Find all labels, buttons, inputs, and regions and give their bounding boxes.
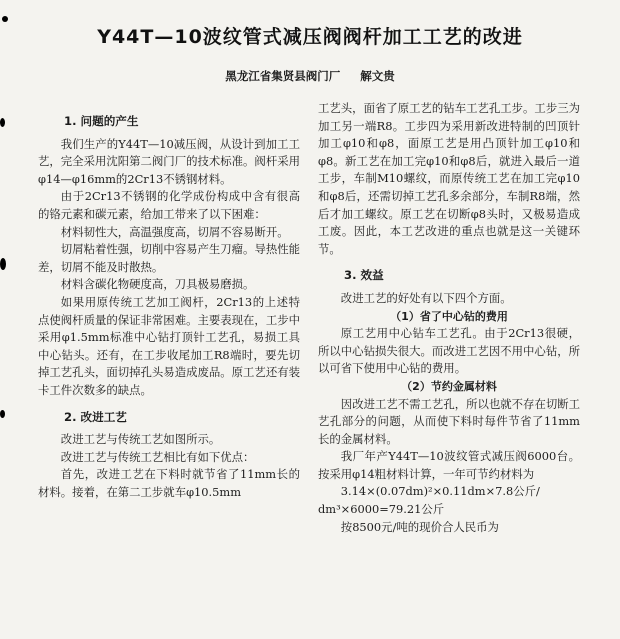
paragraph: dm³×6000=79.21公斤 [318,502,445,517]
scan-hole-mark [0,258,6,270]
section-heading: 2. 改进工艺 [64,409,127,424]
paragraph: 材料含碳化物硬度高，刀具极易磨损。 [60,277,255,292]
paper-title: Y44T—10波纹管式减压阀阀杆加工工艺的改进 [97,26,523,48]
paragraph: 切屑粘着性强，切削中容易产生刀瘤。导热性能差，切屑不能及时散热。 [38,242,301,274]
paragraph: 我厂年产Y44T—10波纹管式减压阀6000台。按采用φ14粗材料计算，一年可节约材料为 [318,449,580,481]
paragraph: 材料韧性大，高温强度高，切屑不容易断开。 [60,224,289,239]
left-column [38,104,300,501]
paragraph: 首先，改进工艺在下料时就节省了11mm长的材料。接着，在第二工步就车φ10.5mm [38,467,300,499]
right-column [318,100,580,536]
paragraph: 工艺头，面省了原工艺的钻车工艺孔工步。工步三为加工另一端R8。工步四为采用新改进特制的凹顶针加工φ10和φ8，面原工艺是用凸顶针加工φ10和φ8。新工艺在加工完φ10和φ8后，就进入最后一道工步，车制M10螺纹，而原传统工艺在加工完φ10和φ8后，还需切掉工艺孔多余部分，车制R8端，然后才加工螺纹。原工艺在切断φ8头时，又极易造成工废。因此，本工艺改进的重点也就是这一关键环节。 [318,101,580,256]
paragraph: 改进工艺与传统工艺相比有如下优点： [60,449,255,464]
section-heading: 3. 效益 [344,268,384,283]
paragraph: 由于2Cr13不锈钢的化学成份构成中含有很高的铬元素和碳元素，给加工带来了以下困难： [38,189,300,221]
paragraph: 改进工艺与传统工艺如图所示。 [60,432,221,447]
formula-line: 3.14×(0.07dm)²×0.11dm×7.8公斤/ [340,484,540,499]
paragraph: 改进工艺的好处有以下四个方面。 [340,290,512,305]
paragraph: 按8500元/吨的现价合人民币为 [340,519,499,534]
paragraph: 原工艺用中心钻车工艺孔。由于2Cr13很硬，所以中心钻损失很大。而改进工艺因不用中心钻，所以可省下使用中心钻的费用。 [318,326,580,376]
paragraph: 如果用原传统工艺加工阀杆，2Cr13的上述特点使阀杆质量的保证非常困难。主要表现在，工步中采用φ1.5mm标准中心钻打顶针工艺孔，易损工具中心钻头。还有，在工步收尾加工R8端时，要先切掉工艺孔头，面切掉孔头易造成废品。原工艺还有装卡工件次数多的缺点。 [38,294,300,397]
section-heading: 1. 问题的产生 [64,114,139,128]
scan-hole-mark [0,410,5,418]
subsection-heading: （1）省了中心钻的费用 [390,309,508,323]
paragraph: 因改进工艺不需工艺孔，所以也就不存在切断工艺孔部分的问题，从而使下料时每件节省了11mm长的金属材料。 [318,396,581,446]
author-affiliation: 黑龙江省集贤县阀门厂 [225,69,341,83]
paragraph: 我们生产的Y44T—10减压阀，从设计到加工工艺，完全采用沈阳第二阀门厂的技术标准。阀杆采用φ14—φ16mm的2Cr13不锈钢材料。 [38,136,300,186]
byline [0,68,620,84]
subsection-heading: （2）节约金属材料 [401,379,497,393]
scan-hole-mark [0,118,5,127]
author-name: 解文贵 [360,69,395,83]
